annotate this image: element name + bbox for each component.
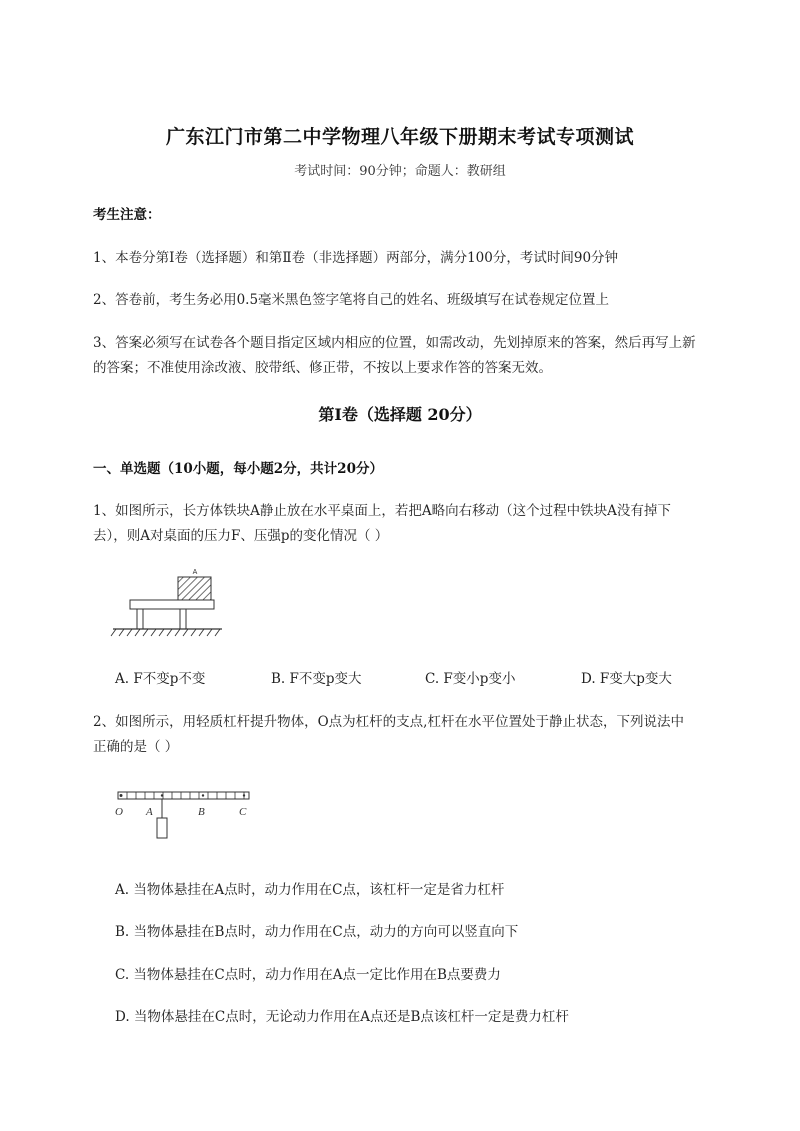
ground xyxy=(111,629,222,636)
question-2-option-b[interactable]: B. 当物体悬挂在B点时，动力作用在C点，动力的方向可以竖直向下 xyxy=(115,924,519,940)
table-top xyxy=(130,600,214,609)
notice-item-3: 3、答案必须写在试卷各个题目指定区域内相应的位置，如需改动，先划掉原来的答案，然后再写上新 xyxy=(93,335,696,351)
question-1-figure xyxy=(110,565,225,637)
question-1-option-b[interactable]: B. F不变p变大 xyxy=(271,671,362,687)
hanging-weight xyxy=(157,799,167,838)
question-2-option-c[interactable]: C. 当物体悬挂在C点时，动力作用在A点一定比作用在B点要费力 xyxy=(115,967,501,983)
point-label-a: A xyxy=(146,806,153,818)
notice-item-1: 1、本卷分第I卷（选择题）和第Ⅱ卷（非选择题）两部分，满分100分，考试时间90分钟 xyxy=(93,250,619,266)
point-label-c: C xyxy=(239,806,247,818)
point-label-b: B xyxy=(198,806,205,818)
part-heading: 一、单选题（10小题，每小题2分，共计20分） xyxy=(93,461,383,477)
question-2-stem-line-2: 正确的是（ ） xyxy=(93,739,179,755)
question-1-option-d[interactable]: D. F变大p变大 xyxy=(581,671,672,687)
page-title: 广东江门市第二中学物理八年级下册期末考试专项测试 xyxy=(165,126,634,148)
question-1-stem-line-1: 1、如图所示，长方体铁块A静止放在水平桌面上，若把A略向右移动（这个过程中铁块A没有掉下 xyxy=(93,503,671,519)
section-title: 第I卷（选择题 20分） xyxy=(318,405,482,424)
notice-heading: 考生注意： xyxy=(93,207,161,223)
iron-block-a xyxy=(178,577,211,600)
question-1-option-c[interactable]: C. F变小p变小 xyxy=(425,671,516,687)
notice-item-2: 2、答卷前，考生务必用0.5毫米黑色签字笔将自己的姓名、班级填写在试卷规定位置上 xyxy=(93,292,610,308)
table-legs xyxy=(137,609,186,629)
question-2-figure xyxy=(112,785,257,845)
question-2-option-d[interactable]: D. 当物体悬挂在C点时，无论动力作用在A点还是B点该杠杆一定是费力杠杆 xyxy=(115,1009,569,1025)
block-label: A xyxy=(192,569,198,576)
question-2-stem-line-1: 2、如图所示，用轻质杠杆提升物体，O点为杠杆的支点,杠杆在水平位置处于静止状态，下列说法中 xyxy=(93,714,684,730)
question-1-stem-line-2: 去），则A对桌面的压力F、压强p的变化情况（ ） xyxy=(93,528,389,544)
notice-item-3-cont: 的答案；不准使用涂改液、胶带纸、修正带，不按以上要求作答的答案无效。 xyxy=(93,360,552,376)
question-1-option-a[interactable]: A. F不变p不变 xyxy=(115,671,206,687)
lever-bar xyxy=(118,792,249,799)
point-label-o: O xyxy=(115,806,123,818)
page-subtitle: 考试时间：90分钟；命题人：教研组 xyxy=(294,164,506,179)
question-2-option-a[interactable]: A. 当物体悬挂在A点时，动力作用在C点，该杠杆一定是省力杠杆 xyxy=(115,882,505,898)
